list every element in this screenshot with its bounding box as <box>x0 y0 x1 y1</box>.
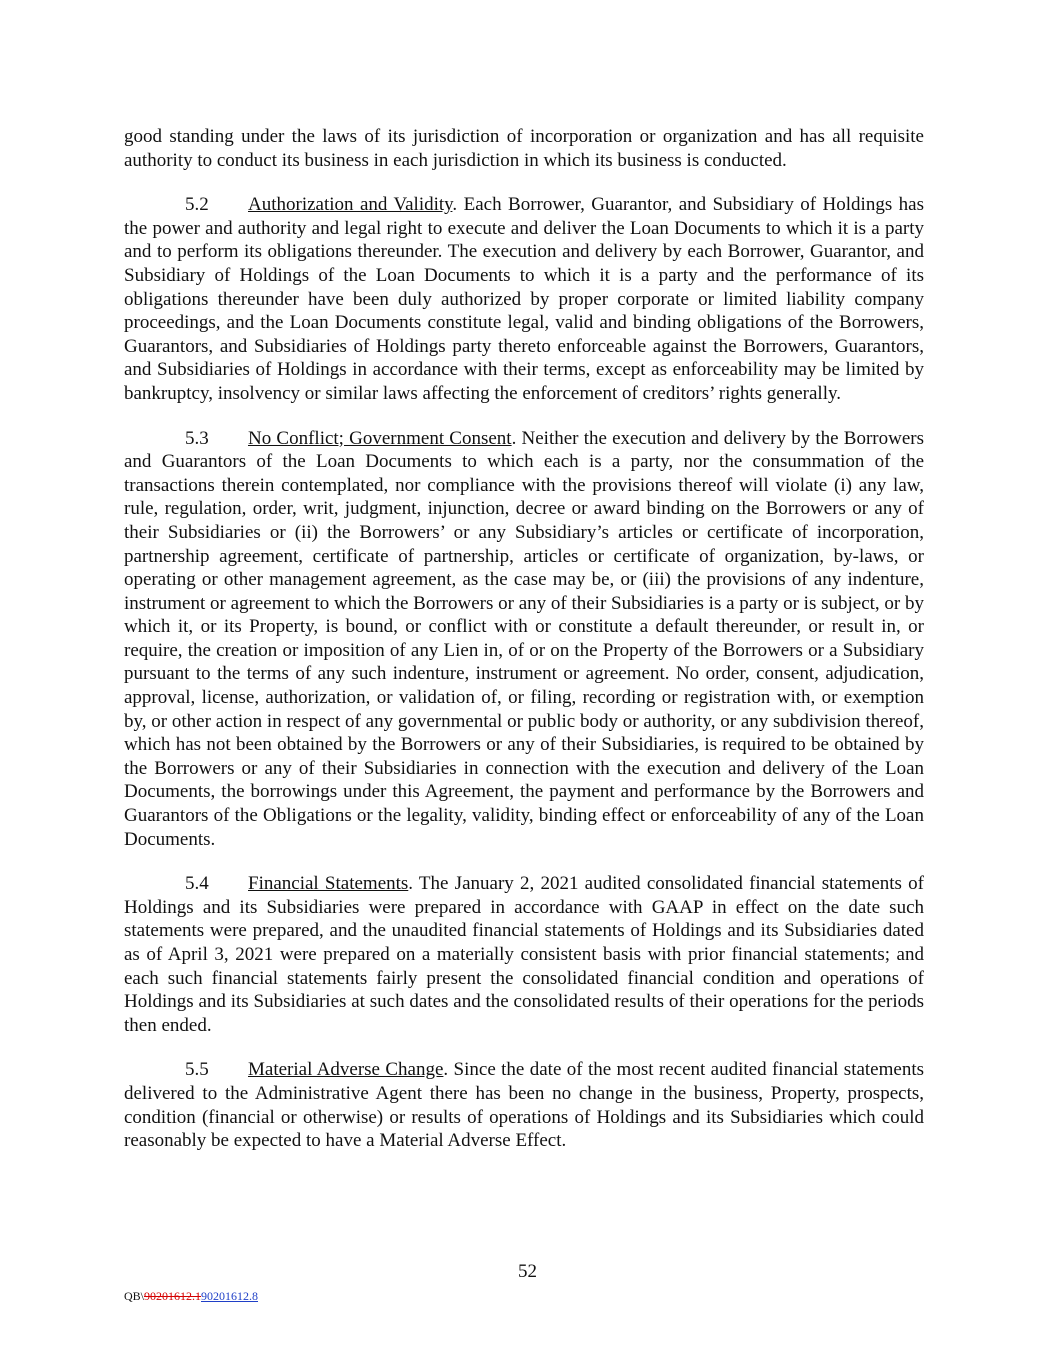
section-number: 5.5 <box>185 1059 209 1081</box>
section-5-4 <box>124 872 924 1037</box>
section-5-3 <box>124 427 924 852</box>
section-number: 5.4 <box>185 873 209 895</box>
intro-paragraph: good standing under the laws of its jurisdiction of incorporation or organization and has all requisite authority to conduct its business in each jurisdiction in which its business is conducted. <box>124 126 924 171</box>
page-number: 52 <box>518 1261 537 1282</box>
section-body: . Neither the execution and delivery by the Borrowers and Guarantors of the Loan Documents to which each is a party, nor the consummation of the transactions therein contemplated, nor compliance with the provisions thereof will violate (i) any law, rule, regulation, order, writ, judgment, injunction, decree or award binding on the Borrowers or any of their Subsidiaries or (ii) the Borrowers’ or any Subsidiary’s articles or certificate of incorporation, partnership agreement, certificate of partnership, articles or certificate of organization, by-laws, or operating or other management agreement, as the case may be, or (iii) the provisions of any indenture, instrument or agreement to which the Borrowers or any of their Subsidiaries is a party or is subject, or by which it, or its Property, is bound, or conflict with or constitute a default thereunder, or result in, or require, the creation or imposition of any Lien in, of or on the Property of the Borrowers or a Subsidiary pursuant to the terms of any such indenture, instrument or agreement. No order, consent, adjudication, approval, license, authorization, or validation of, or filing, recording or registration with, or exemption by, or other action in respect of any governmental or public body or authority, or any subdivision thereof, which has not been obtained by the Borrowers or any of their Subsidiaries, is required to be obtained by the Borrowers or any of their Subsidiaries in connection with the execution and delivery of the Loan Documents, the borrowings under this Agreement, the payment and performance by the Borrowers and Guarantors of the Obligations or the legality, validity, binding effect or enforceability of any of the Loan Documents. <box>124 427 924 850</box>
section-heading: Financial Statements <box>248 873 409 895</box>
section-body: . The January 2, 2021 audited consolidated financial statements of Holdings and its Subsidiaries were prepared in accordance with GAAP in effect on the date such statements were prepared, and the unaudited financial statements of Holdings and its Subsidiaries dated as of April 3, 2021 were prepared on a materially consistent basis with prior financial statements; and each such financial statements fairly present the consolidated financial condition and operations of Holdings and its Subsidiaries at such dates and the consolidated results of their operations for the periods then ended. <box>124 873 924 1036</box>
ref-inserted: 90201612.8 <box>201 1289 259 1303</box>
ref-prefix: QB\ <box>124 1289 145 1303</box>
section-body: . Since the date of the most recent audited financial statements delivered to the Administrative Agent there has been no change in the business, Property, prospects, condition (financial or otherwise) or results of operations of Holdings and its Subsidiaries which could reasonably be expected to have a Material Adverse Effect. <box>124 1059 925 1152</box>
section-heading: No Conflict; Government Consent <box>248 427 512 449</box>
section-number: 5.3 <box>185 427 209 449</box>
section-number: 5.2 <box>185 194 209 216</box>
section-heading: Material Adverse Change <box>248 1059 444 1081</box>
section-5-2 <box>124 193 924 405</box>
document-page <box>124 125 924 1174</box>
document-reference <box>124 1289 258 1304</box>
ref-deleted: 90201612.1 <box>144 1289 202 1303</box>
section-heading: Authorization and Validity <box>248 194 453 216</box>
section-body: . Each Borrower, Guarantor, and Subsidiary of Holdings has the power and authority and legal right to execute and deliver the Loan Documents to which it is a party and to perform its obligations thereunder. The execution and delivery by each Borrower, Guarantor, and Subsidiary of Holdings of the Loan Documents to which it is a party and the performance of its obligations thereunder have been duly authorized by proper corporate or limited liability company proceedings, and the Loan Documents constitute legal, valid and binding obligations of the Borrowers, Guarantors, and Subsidiaries of Holdings party thereto enforceable against the Borrowers, Guarantors, and Subsidiaries of Holdings in accordance with their terms, except as enforceability may be limited by bankruptcy, insolvency or similar laws affecting the enforcement of creditors’ rights generally. <box>124 194 924 404</box>
section-5-5 <box>124 1058 924 1152</box>
